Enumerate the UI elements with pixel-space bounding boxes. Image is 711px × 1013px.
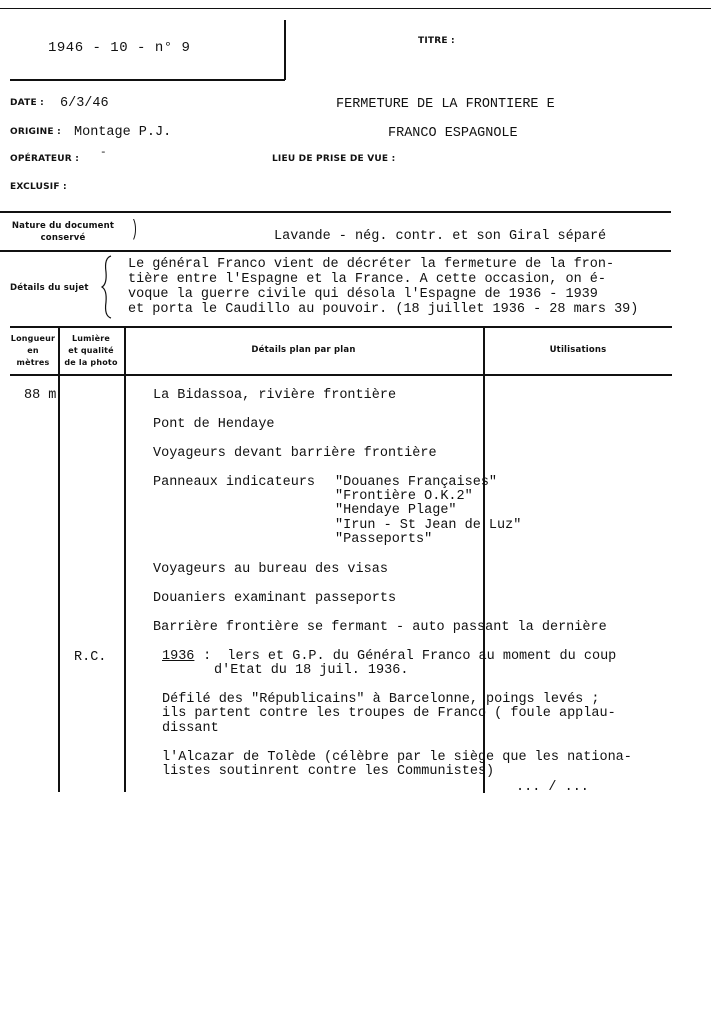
defile-line-1: Défilé des "Républicains" à Barcelonne, poings levés ; — [162, 692, 600, 707]
reference-number: 1946 - 10 - n° 9 — [48, 40, 191, 56]
year-label: 1936 — [162, 649, 195, 664]
details-sujet-label: Détails du sujet — [10, 283, 89, 293]
header-lumiere: Lumière et qualité de la photo — [64, 334, 118, 367]
shot-6: Douaniers examinant passeports — [153, 591, 397, 606]
nature-label-line2: conservé — [40, 233, 86, 243]
origine-value: Montage P.J. — [74, 125, 172, 140]
operateur-value: - — [100, 147, 107, 159]
header-divider — [284, 20, 286, 80]
nature-label-line1: Nature du document — [11, 221, 115, 231]
nature-top-rule — [0, 211, 671, 213]
year-line-2: d'Etat du 18 juil. 1936. — [214, 663, 409, 678]
header-utilisations: Utilisations — [549, 345, 607, 355]
alcazar-line-1: l'Alcazar de Tolède (célèbre par le siège que les nationa- — [162, 750, 632, 765]
shot-3: Voyageurs devant barrière frontière — [153, 446, 437, 461]
lumiere-value: R.C. — [74, 650, 107, 665]
panneau-2: "Frontière O.K.2" — [335, 489, 473, 504]
longueur-value: 88 m — [24, 388, 57, 403]
table-header-rule — [10, 374, 672, 376]
col-divider-2 — [124, 327, 126, 792]
header-details: Détails plan par plan — [251, 345, 356, 355]
shot-1: La Bidassoa, rivière frontière — [153, 388, 397, 403]
shot-5: Voyageurs au bureau des visas — [153, 562, 388, 577]
continuation-mark: ... / ... — [516, 780, 589, 795]
top-rule — [0, 8, 711, 9]
date-label: DATE : — [10, 98, 44, 108]
document-title-line2: FRANCO ESPAGNOLE — [388, 126, 518, 141]
panneau-3: "Hendaye Plage" — [335, 503, 457, 518]
alcazar-line-2: listes soutinrent contre les Communistes) — [162, 764, 495, 779]
details-line-1: Le général Franco vient de décréter la fermeture de la fron- — [128, 257, 615, 272]
date-value: 6/3/46 — [60, 96, 109, 111]
defile-line-2: ils partent contre les troupes de Franco ( foule applau- — [162, 706, 616, 721]
panneau-1: "Douanes Françaises" — [335, 475, 498, 490]
panneau-4: "Irun - St Jean de Luz" — [335, 518, 522, 533]
defile-line-3: dissant — [162, 721, 219, 736]
lieu-label: LIEU DE PRISE DE VUE : — [272, 154, 396, 164]
nature-value: Lavande - nég. contr. et son Giral séparé — [274, 229, 607, 244]
details-line-4: et porta le Caudillo au pouvoir. (18 juillet 1936 - 28 mars 39) — [128, 302, 639, 317]
details-line-2: tière entre l'Espagne et la France. A cette occasion, on é- — [128, 272, 606, 287]
origine-label: ORIGINE : — [10, 127, 61, 137]
details-line-3: voque la guerre civile qui désola l'Espagne de 1936 - 1939 — [128, 287, 598, 302]
shot-4: Panneaux indicateurs — [153, 475, 316, 490]
nature-brace: ) — [131, 217, 138, 242]
operateur-label: OPÉRATEUR : — [10, 154, 80, 164]
header-bottom-rule — [10, 79, 285, 81]
shot-7: Barrière frontière se fermant - auto passant la dernière — [153, 620, 607, 635]
details-top-rule — [0, 250, 671, 252]
exclusif-label: EXCLUSIF : — [10, 182, 67, 192]
details-brace — [100, 254, 114, 320]
panneau-5: "Passeports" — [335, 532, 433, 547]
titre-label: TITRE : — [418, 36, 455, 46]
shot-2: Pont de Hendaye — [153, 417, 275, 432]
col-divider-3 — [483, 327, 485, 793]
header-longueur: Longueur en mètres — [10, 334, 56, 367]
nature-label — [8, 220, 118, 244]
col-divider-1 — [58, 327, 60, 792]
table-top-rule — [10, 326, 672, 328]
document-title-line1: FERMETURE DE LA FRONTIERE E — [336, 97, 555, 112]
year-line-1: : lers et G.P. du Général Franco au moment du coup — [195, 649, 617, 664]
